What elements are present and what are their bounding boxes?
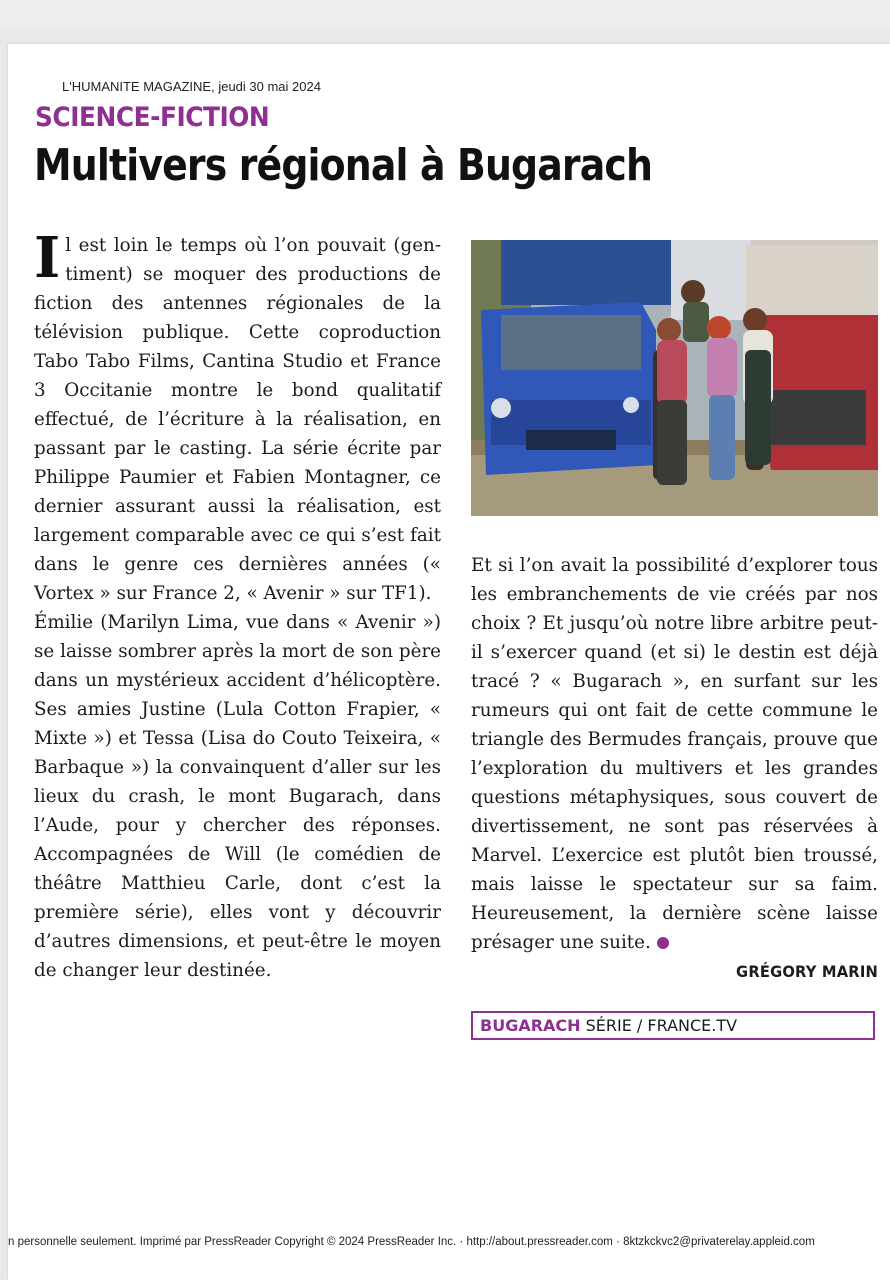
- article-paragraph-2: Émilie (Marilyn Lima, vue dans « Avenir ») se laisse sombrer après la mort de son père dans un mystérieux accident d’hélicoptère. Ses amies Justine (Lula Cotton Frapier, « Mixte ») et Tessa (Lisa do Couto Teixeira, « Barbaque ») la convainquent d’aller sur les lieux du crash, le mont Bugarach, dans l’Aude, pour y chercher des réponses. Accompagnées de Will (le comédien de théâtre Matthieu Carle, dont c’est la première série), elles vont y découvrir d’autres dimensions, et peut-être le moyen de changer leur destinée.: [34, 612, 441, 981]
- viewer-top-bar: [0, 0, 890, 30]
- paragraph-1-text: l est loin le temps où l’on pouvait (gentiment) se moquer des productions de fiction des antennes régionales de la télévision publique. Cette coproduction Tabo Tabo Films, Cantina Studio et France 3 Occitanie montre le bond qualitatif effectué, de l’écriture à la réalisation, en passant par le casting. La série écrite par Philippe Paumier et Fabien Montagner, ce dernier assurant aussi la réalisation, est largement comparable avec ce qui s’est fait dans le genre ces dernières années (« Vortex » sur France 2, « Avenir » sur TF1).: [34, 235, 441, 604]
- article-paragraph-1: [34, 225, 441, 608]
- end-bullet-icon: [657, 937, 669, 949]
- series-detail: SÉRIE / FRANCE.TV: [580, 1016, 738, 1035]
- paragraph-3-text: Et si l’on avait la possibilité d’explorer tous les embranchements de vie créés par nos choix ? Et jusqu’où notre libre arbitre peut-il s’exercer quand (et si) le destin est déjà tracé ? « Bugarach », en surfant sur les rumeurs qui ont fait de cette commune le triangle des Bermudes français, prouve que l’exploration du multivers et les grandes questions métaphysiques, sous couvert de divertissement, ne sont pas réservées à Marvel. L’exercice est plutôt bien troussé, mais laisse le spectateur sur sa faim. Heureusement, la dernière scène laisse présager une suite.: [471, 555, 878, 953]
- article-paragraph-3: [471, 551, 878, 957]
- article-left-column: [34, 225, 441, 985]
- article-headline: Multivers régional à Bugarach: [34, 140, 653, 191]
- series-info-box: [471, 1011, 875, 1040]
- magazine-page: [8, 44, 890, 1280]
- photo-illustration: [471, 240, 878, 516]
- article-photo-image: [471, 240, 878, 516]
- section-rubric: SCIENCE-FICTION: [35, 102, 270, 133]
- series-title: BUGARACH: [480, 1016, 581, 1035]
- article-right-column: [471, 551, 878, 957]
- author-byline: GRÉGORY MARIN: [736, 962, 878, 981]
- drop-cap: I: [34, 225, 61, 291]
- publication-source-line: L'HUMANITE MAGAZINE, jeudi 30 mai 2024: [62, 79, 321, 94]
- pressreader-footer: n personnelle seulement. Imprimé par PressReader Copyright © 2024 PressReader Inc. · http://about.pressreader.com · 8ktzkckvc2@privaterelay.appleid.com: [8, 1236, 815, 1248]
